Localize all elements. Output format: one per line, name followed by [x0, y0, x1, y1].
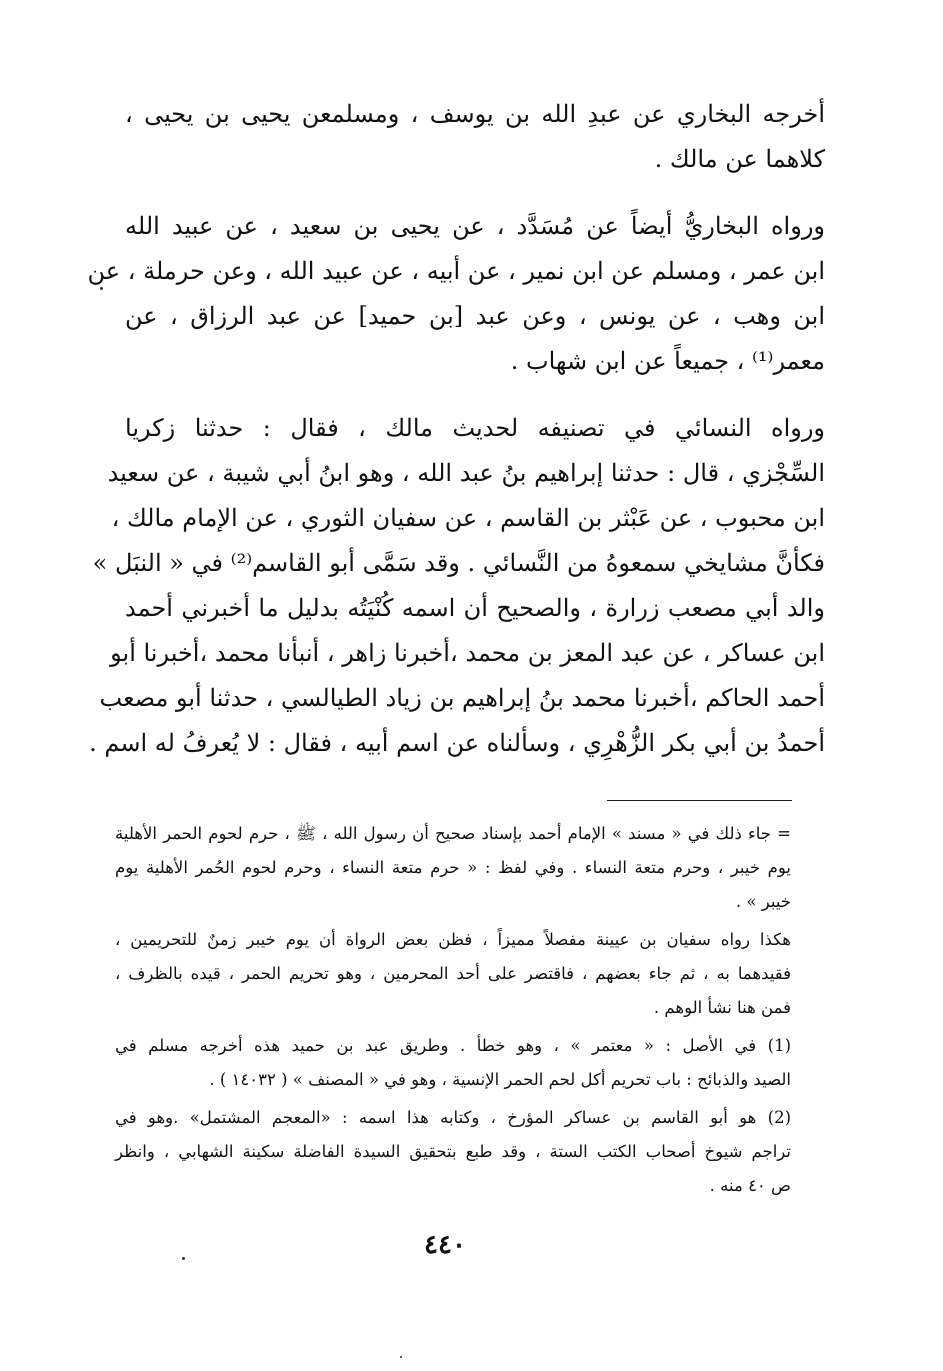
- text-line: ورواه النسائي في تصنيفه لحديث مالك ، فقال : حدثنا زكريا: [125, 414, 825, 442]
- text-line: ابن محبوب ، عن عَبْثر بن القاسم ، عن سفيان الثوري ، عن الإمام مالك ،: [111, 504, 825, 532]
- footnote-continuation: [115, 817, 791, 919]
- scan-speck: [400, 1356, 402, 1358]
- paragraph-1: [125, 92, 825, 182]
- text-line: السِّجْزي ، قال : حدثنا إبراهيم بنُ عبد الله ، وهو ابنُ أبي شيبة ، عن سعيد: [107, 459, 825, 487]
- footnote-2: [115, 1101, 791, 1203]
- page-number: ٤٤٠: [424, 1230, 466, 1260]
- footnote-line: فقيدهما به ، ثم جاء بعضهم ، فاقتصر على أحد المحرمين ، وهو تحريم الحمر ، قيده بالظرف ،: [115, 964, 791, 983]
- scan-speck: [100, 287, 103, 290]
- scan-speck: [182, 1257, 185, 1260]
- footnote-line: ص ٤٠ منه .: [709, 1176, 791, 1195]
- text-line: أخرجه البخاري عن عبدِ الله بن يوسف ، ومسلمعن يحيى بن يحيى ،: [125, 100, 825, 128]
- paragraph-2: [87, 204, 825, 384]
- text-line: والد أبي مصعب زرارة ، والصحيح أن اسمه كُنْيَتُه بدليل ما أخبرني أحمد: [125, 594, 825, 622]
- footnote-commentary: [115, 923, 791, 1025]
- footnote-separator: [607, 800, 792, 801]
- text-line: فكأنَّ مشايخي سمعوهُ من النَّسائي . وقد سَمَّى أبو القاسم⁽²⁾ في « النبَل »: [92, 549, 825, 577]
- footnote-line: (1) في الأصل : « معتمر » ، وهو خطأ . وطريق عبد بن حميد هذه أخرجه مسلم في: [115, 1036, 791, 1055]
- main-text: [87, 92, 825, 788]
- footnote-1: [115, 1029, 791, 1097]
- text-line: ابن عمر ، ومسلم عن ابن نمير ، عن أبيه ، عن عبيد الله ، وعن حرملة ، عن: [87, 257, 825, 285]
- footnote-line: (2) هو أبو القاسم بن عساكر المؤرخ ، وكتابه هذا اسمه : «المعجم المشتمل» .وهو في: [115, 1108, 791, 1127]
- text-line: أحمدُ بن أبي بكر الزُّهْرِي ، وسألناه عن اسم أبيه ، فقال : لا يُعرفُ له اسم .: [89, 729, 825, 757]
- footnote-line: فمن هنا نشأ الوهم .: [653, 998, 791, 1017]
- text-line: ورواه البخاريُّ أيضاً عن مُسَدَّد ، عن يحيى بن سعيد ، عن عبيد الله: [125, 212, 825, 240]
- text-line: ابن وهب ، عن يونس ، وعن عبد [بن حميد] عن عبد الرزاق ، عن: [125, 302, 825, 330]
- footnote-line: خيبر » .: [735, 892, 791, 911]
- text-line: معمر⁽¹⁾ ، جميعاً عن ابن شهاب .: [510, 347, 825, 375]
- footnote-line: هكذا رواه سفيان بن عيينة مفصلاً مميزاً ، فظن بعض الرواة أن يوم خيبر زمنٌ للتحريمين ،: [115, 930, 791, 949]
- footnote-line: تراجم شيوخ أصحاب الكتب الستة ، وقد طبع بتحقيق السيدة الفاضلة سكينة الشهابي ، وانظر: [115, 1142, 791, 1161]
- text-line: أحمد الحاكم ،أخبرنا محمد بنُ إبراهيم بن زياد الطيالسي ، حدثنا أبو مصعب: [99, 684, 825, 712]
- text-line: ابن عساكر ، عن عبد المعز بن محمد ،أخبرنا زاهر ، أنبأنا محمد ،أخبرنا أبو: [110, 639, 825, 667]
- footnote-line: الصيد والذبائح : باب تحريم أكل لحم الحمر الإنسية ، وهو في « المصنف » ( ١٤٠٣٢ ) .: [209, 1070, 791, 1089]
- paragraph-3: [89, 406, 825, 766]
- footnote-line: = جاء ذلك في « مسند » الإمام أحمد بإسناد صحيح أن رسول الله ، ﷺ ، حرم لحوم الحمر الأهلية: [115, 824, 791, 843]
- footnote-line: يوم خيبر ، وحرم متعة النساء . وفي لفظ : « حرم متعة النساء ، وحرم لحوم الحُمر الأهلية يوم: [115, 858, 791, 877]
- text-line: كلاهما عن مالك .: [654, 145, 825, 173]
- footnotes: [115, 817, 791, 1207]
